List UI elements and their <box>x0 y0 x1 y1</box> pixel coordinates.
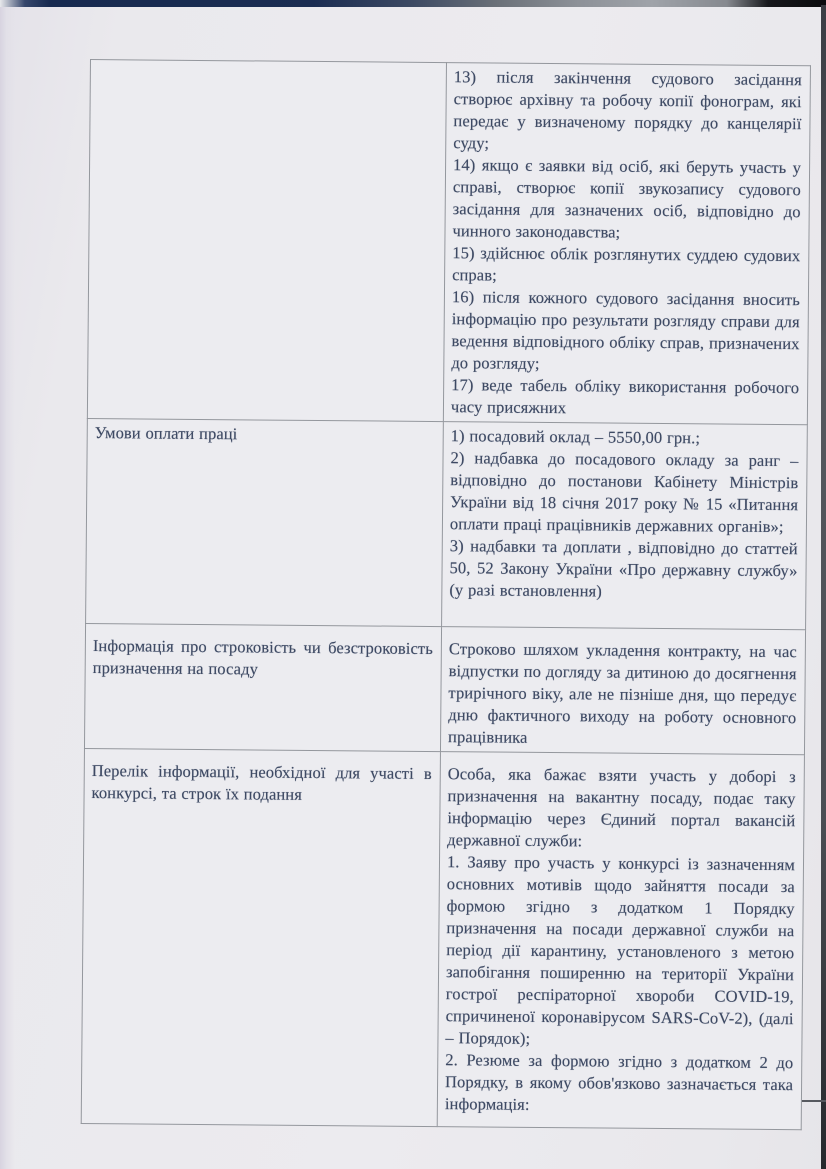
content-paragraph: 1. Заяву про участь у конкурсі із зазначенням основних мотивів щодо зайняття посади за формою згідно з додатком 1 Порядку призначення на посади державної служби на період дії карантину, установленого з метою запобігання поширенню на території України гострої респіраторної хвороби COVID-19, спричиненої коронавірусом SARS-CoV-2), (далі – Порядок); <box>445 852 796 1048</box>
table-body <box>81 60 810 1130</box>
content-paragraph: 13) після закінчення судового засідання створює архівну та робочу копії фонограм, які передає у визначеному порядку до канцелярії суду; <box>453 67 802 153</box>
content-paragraph: 17) веде табель обліку використання робочого часу присяжних <box>450 375 800 418</box>
row-label-cell <box>84 623 441 751</box>
row-content-cell <box>440 627 805 755</box>
content-paragraph: Строково шляхом укладення контракту, на час відпустки по догляду за дитиною до досягнення трирічного віку, але не пізніше дня, що передує дню фактичного виходу на роботу основного працівника <box>448 639 797 747</box>
row-label: Перелік інформації, необхідної для участі в конкурсі, та строк їх подання <box>91 761 432 804</box>
content-paragraph: 3) надбавки та доплати , відповідно до статтей 50, 52 Закону України «Про державну службу» (у разі встановлення) <box>449 536 798 601</box>
row-label: Інформація про строковість чи безстроковість призначення на посаду <box>92 636 433 679</box>
scan-edge-top <box>0 0 826 7</box>
table-row <box>87 60 810 425</box>
row-label: Умови оплати праці <box>94 423 238 444</box>
table-row <box>86 418 808 629</box>
content-paragraph: 15) здійснює облік розглянутих суддею судових справ; <box>452 243 801 285</box>
content-paragraph: 2) надбавка до посадового окладу за ранг – відповідно до постанови Кабінету Міністрів України від 18 січня 2017 року № 15 «Питання оплати праці працівників державних органів»; <box>449 448 799 537</box>
content-paragraph: 1) посадовий оклад – 5550,00 грн.; <box>450 426 701 448</box>
vacancy-details-table <box>81 59 811 1130</box>
scan-edge-left <box>0 7 15 1169</box>
row-content-cell <box>437 752 804 1130</box>
content-paragraph: 16) після кожного судового засідання вносить інформацію про результати розгляду справи для ведення відповідного обліку справ, призначених до розгляду; <box>451 287 801 373</box>
content-paragraph: 2. Резюме за формою згідно з додатком 2 до Порядку, в якому обов'язково зазначається така інформація: <box>444 1050 794 1114</box>
row-content-cell <box>442 422 808 630</box>
scan-edge-right <box>821 5 826 1169</box>
content-paragraph: 14) якщо є заявки від осіб, які беруть участь у справі, створює копії звукозапису судового засідання для зазначених осіб, відповідно до чинного законодавства; <box>452 155 802 242</box>
content-paragraph: Особа, яка бажає взяти участь у доборі з призначення на вакантну посаду, подає таку інформацію через Єдиний портал вакансій державної служби: <box>447 764 796 851</box>
row-label-cell <box>86 418 444 626</box>
row-label-cell <box>81 748 440 1126</box>
row-content-cell <box>443 63 810 425</box>
table-row <box>81 748 804 1129</box>
table-row <box>84 623 805 754</box>
row-label-cell <box>87 60 446 422</box>
